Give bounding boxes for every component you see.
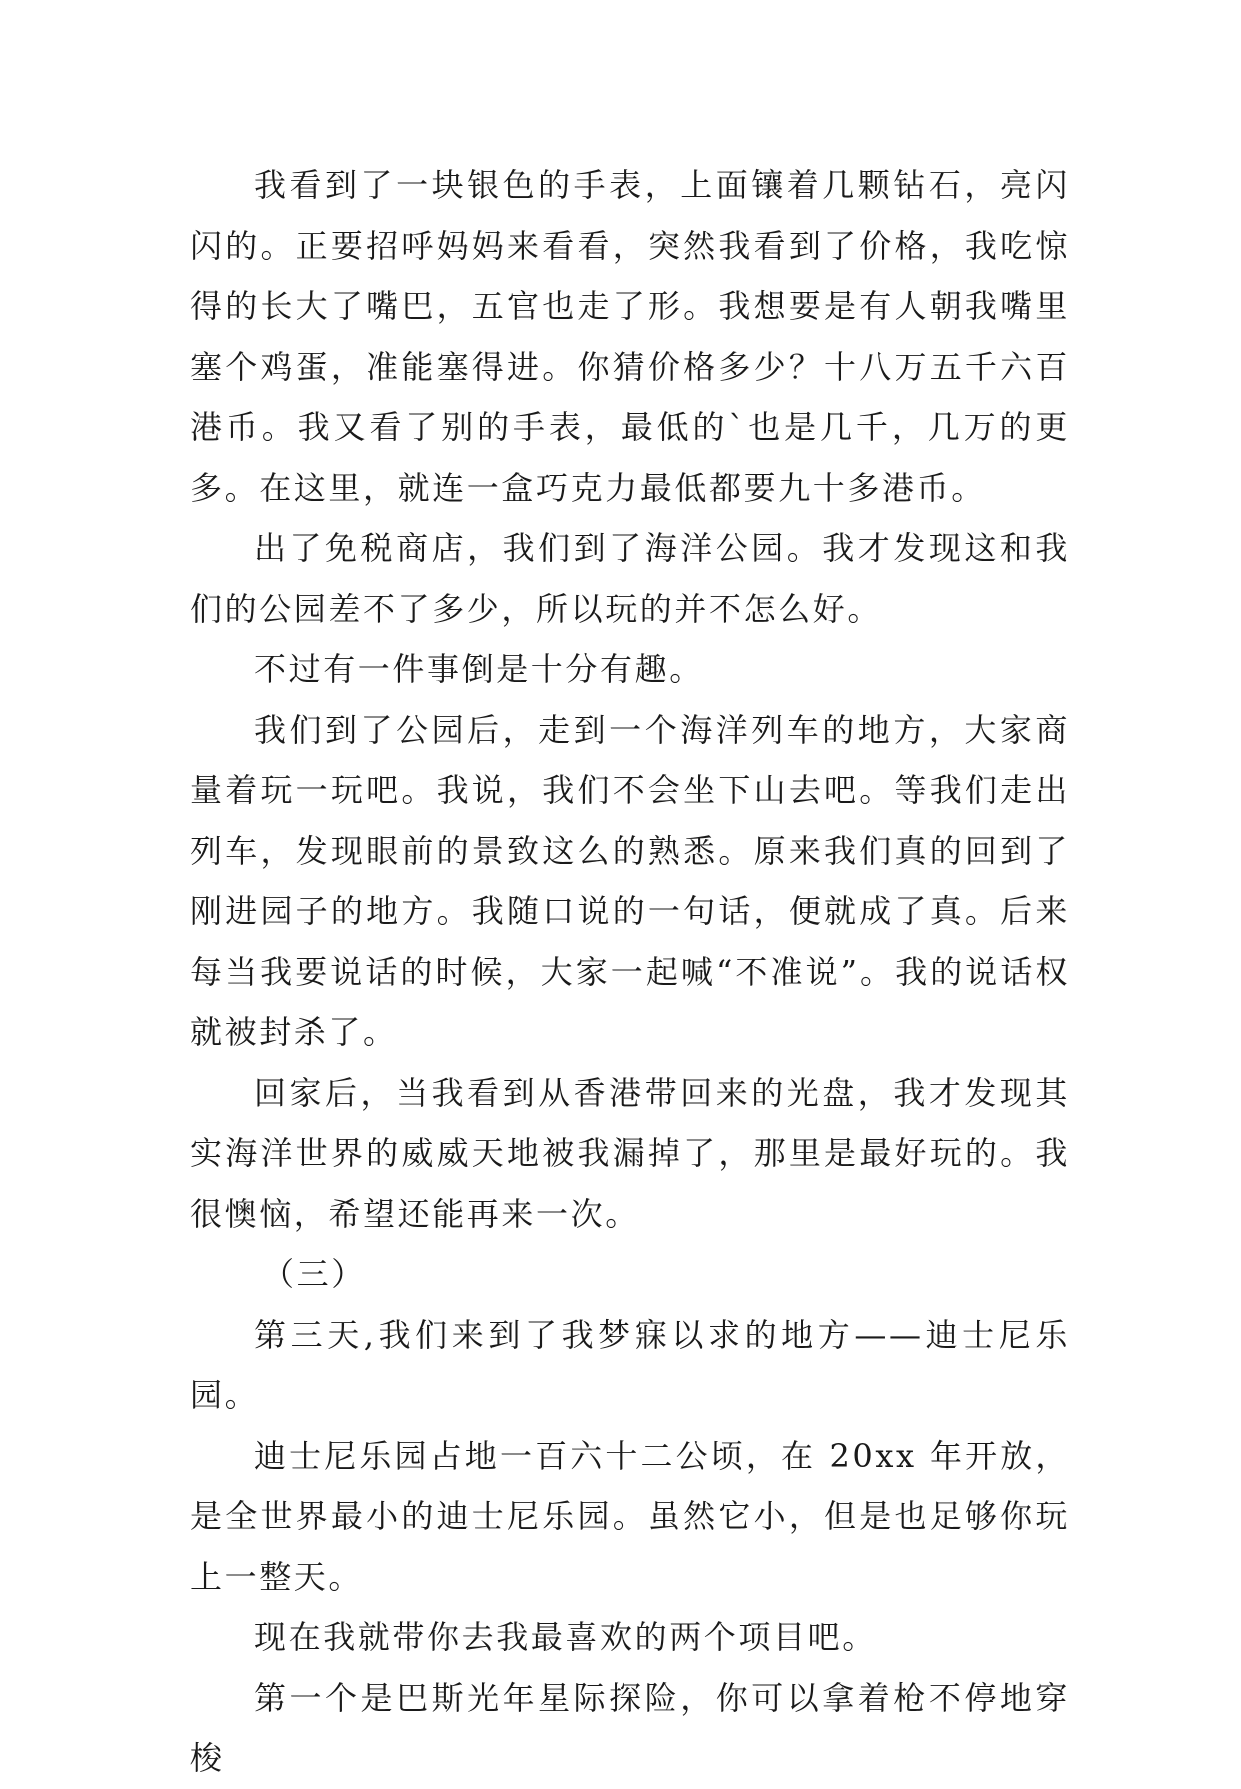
section-heading-three: （三）	[262, 1255, 366, 1293]
paragraph-back-home: 回家后，当我看到从香港带回来的光盘，我才发现其实海洋世界的威威天地被我漏掉了，那里是最好玩的。我很懊恼，希望还能再来一次。	[190, 1073, 1070, 1233]
paragraph-disneyland: 迪士尼乐园占地一百六十二公顷，在 20xx 年开放，是全世界最小的迪士尼乐园。虽然它小，但是也足够你玩上一整天。	[190, 1436, 1070, 1596]
paragraph-watch: 我看到了一块银色的手表，上面镶着几颗钻石，亮闪闪的。正要招呼妈妈来看看，突然我看到了价格，我吃惊得的长大了嘴巴，五官也走了形。我想要是有人朝我嘴里塞个鸡蛋，准能塞得进。你猜价格多少？十八万五千六百港币。我又看了别的手表，最低的`也是几千，几万的更多。在这里，就连一盒巧克力最低都要九十多港币。	[190, 166, 1070, 507]
paragraph-buzz: 第一个是巴斯光年星际探险，你可以拿着枪不停地穿梭	[190, 1678, 1070, 1777]
paragraph-day-three: 第三天,我们来到了我梦寐以求的地方——迪士尼乐园。	[190, 1315, 1070, 1414]
paragraph-favorite: 现在我就带你去我最喜欢的两个项目吧。	[254, 1618, 877, 1656]
document-body	[190, 155, 1070, 1789]
paragraph-ocean-train: 我们到了公园后，走到一个海洋列车的地方，大家商量着玩一玩吧。我说，我们不会坐下山去吧。等我们走出列车，发现眼前的景致这么的熟悉。原来我们真的回到了刚进园子的地方。我随口说的一句话，便就成了真。后来每当我要说话的时候，大家一起喊“不准说”。我的说话权就被封杀了。	[190, 710, 1070, 1051]
paragraph-interesting: 不过有一件事倒是十分有趣。	[254, 650, 704, 688]
paragraph-ocean-park: 出了免税商店，我们到了海洋公园。我才发现这和我们的公园差不了多少，所以玩的并不怎么好。	[190, 529, 1070, 628]
